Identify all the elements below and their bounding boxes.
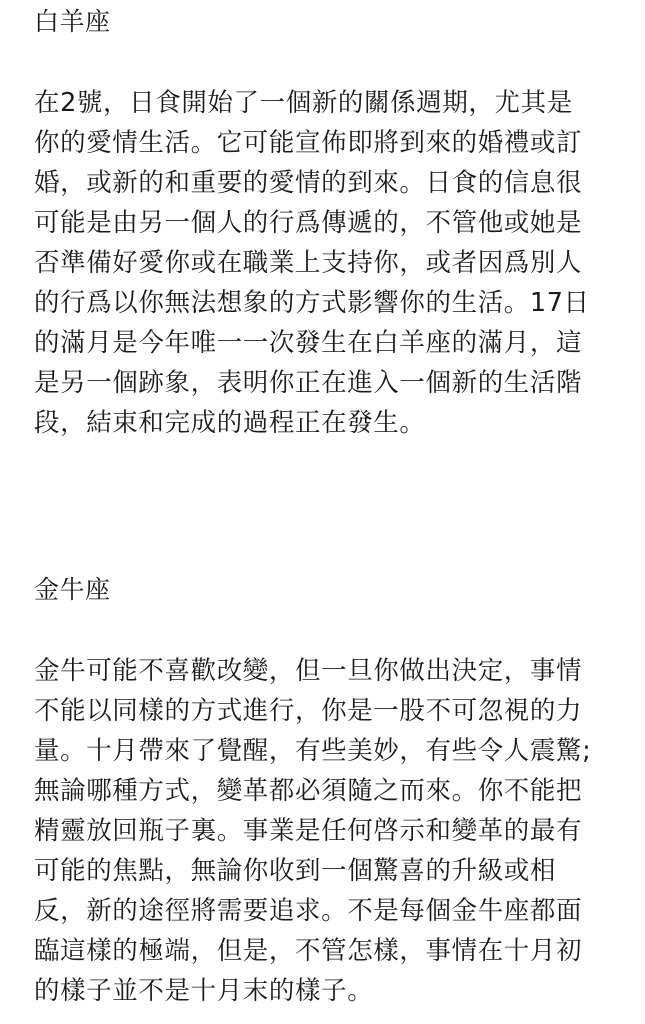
text-line: 你的愛情生活。它可能宣佈即將到來的婚禮或訂 bbox=[34, 128, 583, 158]
text-line: 量。十月帶來了覺醒，有些美妙，有些令人震驚; bbox=[34, 736, 592, 766]
text-line: 不能以同樣的方式進行，你是一股不可忽視的力 bbox=[34, 696, 583, 726]
text-line: 可能的焦點，無論你收到一個驚喜的升級或相 bbox=[34, 856, 557, 886]
text-line: 反，新的途徑將需要追求。不是每個金牛座都面 bbox=[34, 896, 583, 926]
text-line: 金牛可能不喜歡改變，但一旦你做出決定，事情 bbox=[34, 656, 583, 686]
text-line: 臨這樣的極端，但是，不管怎樣，事情在十月初 bbox=[34, 936, 583, 966]
section-body-taurus bbox=[34, 651, 614, 1011]
text-line: 段，結束和完成的過程正在發生。 bbox=[34, 408, 426, 438]
text-line: 可能是由另一個人的行爲傳遞的，不管他或她是 bbox=[34, 208, 583, 238]
text-line: 婚，或新的和重要的愛情的到來。日食的信息很 bbox=[34, 168, 583, 198]
text-line: 的行爲以你無法想象的方式影響你的生活。17日 bbox=[34, 288, 590, 318]
text-line: 精靈放回瓶子裏。事業是任何啓示和變革的最有 bbox=[34, 816, 583, 846]
section-body-aries bbox=[34, 83, 614, 443]
text-line: 的樣子並不是十月末的樣子。 bbox=[34, 976, 374, 1006]
section-heading-taurus: 金牛座 bbox=[34, 575, 111, 604]
text-line: 的滿月是今年唯一一次發生在白羊座的滿月，這 bbox=[34, 328, 583, 358]
text-line: 在2號，日食開始了一個新的關係週期，尤其是 bbox=[34, 88, 573, 118]
text-line: 無論哪種方式，變革都必須隨之而來。你不能把 bbox=[34, 776, 583, 806]
section-heading-aries: 白羊座 bbox=[34, 7, 111, 36]
text-line: 是另一個跡象，表明你正在進入一個新的生活階 bbox=[34, 368, 583, 398]
text-line: 否準備好愛你或在職業上支持你，或者因爲別人 bbox=[34, 248, 583, 278]
